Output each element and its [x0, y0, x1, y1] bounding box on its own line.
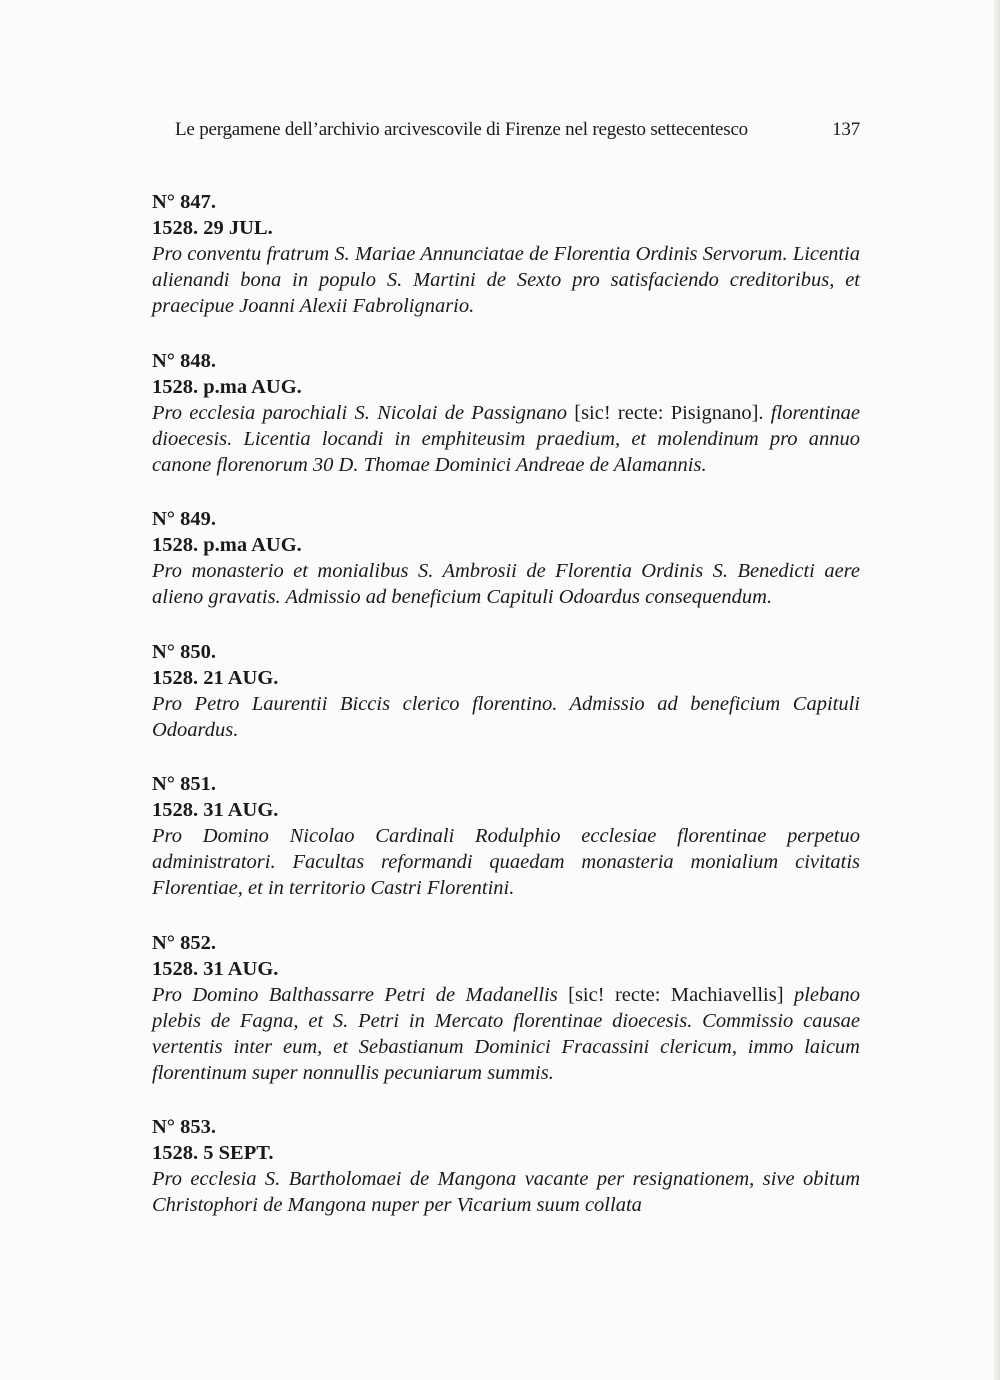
editorial-note: [sic! recte: Pisignano].	[566, 401, 771, 424]
entry-text-segment: Pro ecclesia S. Bartholomaei de Mangona vacante per resignationem, sive obitum Christophori de Mangona nuper per Vicarium suum collata	[152, 1168, 860, 1216]
page-edge-shadow	[994, 0, 1000, 1380]
entry-number: N° 850.	[152, 640, 217, 663]
entry-summary	[152, 982, 860, 1086]
entry-number: N° 849.	[152, 508, 217, 530]
entry-number: N° 848.	[152, 349, 217, 372]
entry-text-segment: Pro conventu fratrum S. Mariae Annunciatae de Florentia Ordinis Servorum. Licentia alienandi bona in populo S. Martini de Sexto pro satisfaciendo creditoribus, et praecipue Joanni Alexii Fabrolignario.	[152, 243, 860, 317]
entry	[152, 930, 860, 1086]
running-title: Le pergamene dell’archivio arcivescovile di Firenze nel regesto settecentesco	[175, 119, 748, 140]
entry	[152, 771, 860, 901]
entry-number: N° 852.	[152, 931, 217, 954]
entry-summary	[152, 241, 860, 319]
entry-date: 1528. 21 AUG.	[152, 666, 279, 689]
entry-number: N° 853.	[152, 1116, 217, 1138]
entry-summary	[152, 1166, 860, 1218]
entry-summary	[152, 823, 860, 901]
entry-text-segment: Pro monasterio et monialibus S. Ambrosii de Florentia Ordinis S. Benedicti aere alieno gravatis. Admissio ad beneficium Capituli Odoardus consequendum.	[152, 560, 860, 608]
entry-text-segment: Pro Petro Laurentii Biccis clerico florentino. Admissio ad beneficium Capituli Odoardus.	[152, 692, 860, 741]
editorial-note: [sic! recte: Machiavellis]	[557, 983, 794, 1006]
entry-date: 1528. 5 SEPT.	[152, 1142, 274, 1164]
entry-number: N° 851.	[152, 773, 217, 795]
entry	[152, 506, 860, 610]
entry-text-segment: Pro Domino Nicolao Cardinali Rodulphio ecclesiae florentinae perpetuo administratori. Facultas reformandi quaedam monasteria monialium civitatis Florentiae, et in territorio Castri Florentini.	[152, 825, 860, 899]
entry-date: 1528. p.ma AUG.	[152, 375, 302, 398]
page-number: 137	[832, 119, 860, 140]
entry	[152, 1114, 860, 1218]
entry-summary	[152, 691, 860, 743]
entry	[152, 348, 860, 478]
entry-date: 1528. 29 JUL.	[152, 217, 273, 239]
entry-number: N° 847.	[152, 191, 217, 213]
entry-text-segment: florentinae dioecesis. Licentia locandi in emphiteusim praedium, et molendinum pro annuo canone florenorum 30 D. Thomae Dominici Andreae de Alamannis.	[152, 401, 860, 476]
entry-text-segment: Pro Domino Balthassarre Petri de Madanellis	[152, 983, 558, 1006]
entry	[152, 639, 860, 743]
entry-date: 1528. 31 AUG.	[152, 799, 279, 821]
entry-summary	[152, 400, 860, 478]
entry-date: 1528. p.ma AUG.	[152, 534, 302, 556]
entry-date: 1528. 31 AUG.	[152, 957, 279, 980]
entry	[152, 189, 860, 319]
entry-summary	[152, 558, 860, 610]
regesto-entries	[152, 189, 860, 1247]
running-header	[175, 119, 860, 141]
entry-text-segment: Pro ecclesia parochiali S. Nicolai de Passignano	[152, 401, 567, 424]
entry-text-segment: plebano plebis de Fagna, et S. Petri in Mercato florentinae dioecesis. Commissio causae vertentis inter eum, et Sebastianum Dominici Fracassini clericum, immo laicum florentinum super nonnullis pecuniarum summis.	[152, 983, 860, 1084]
